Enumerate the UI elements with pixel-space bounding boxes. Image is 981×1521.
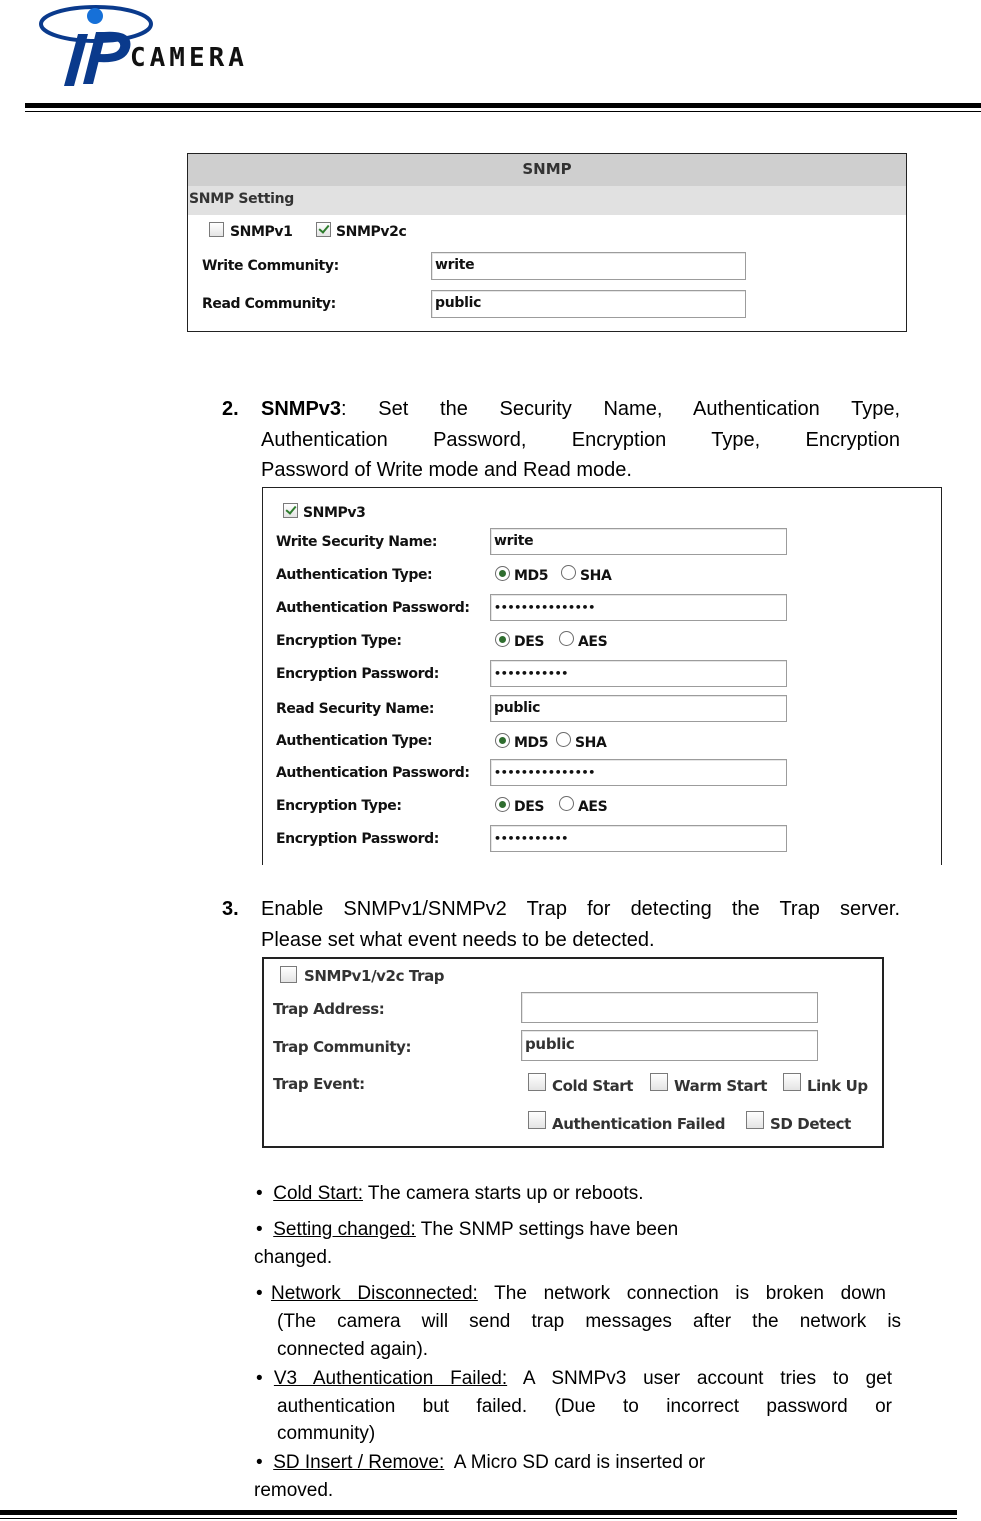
cold-start-checkbox[interactable] [528, 1073, 546, 1091]
write-auth-sha-label: SHA [580, 568, 612, 584]
trap-event-label: Trap Event: [273, 1075, 365, 1093]
bullet-v3-auth-failed: • V3 Authentication Failed: A SNMPv3 user account tries to get [256, 1368, 893, 1389]
read-security-name-label: Read Security Name: [276, 701, 435, 717]
sd-detect-checkbox[interactable] [746, 1111, 764, 1129]
auth-failed-label: Authentication Failed [552, 1115, 726, 1133]
cold-start-label: Cold Start [552, 1077, 634, 1095]
read-auth-md5-radio[interactable] [495, 733, 510, 748]
bullet-v3-line3: community) [277, 1423, 376, 1444]
bullet-network-disconnected: • Network Disconnected: The network connection is broken down [256, 1283, 886, 1304]
logo-text: CAMERA [130, 43, 248, 73]
snmpv3-panel [262, 487, 942, 865]
write-auth-password-input[interactable]: ••••••••••••••• [490, 594, 787, 621]
write-enc-type-label: Encryption Type: [276, 633, 402, 649]
snmpv1-label: SNMPv1 [230, 224, 293, 240]
read-auth-password-label: Authentication Password: [276, 765, 470, 781]
header-rule-thin [25, 111, 981, 112]
read-security-name-input[interactable]: public [490, 695, 787, 722]
write-security-name-label: Write Security Name: [276, 534, 438, 550]
footer-rule-thin [0, 1518, 957, 1519]
trap-address-input[interactable] [521, 992, 818, 1023]
read-auth-type-label: Authentication Type: [276, 733, 433, 749]
write-enc-aes-radio[interactable] [559, 631, 574, 646]
read-auth-sha-radio[interactable] [556, 732, 571, 747]
link-up-checkbox[interactable] [783, 1073, 801, 1091]
step3-line1: Enable SNMPv1/SNMPv2 Trap for detecting the Trap server. [261, 898, 900, 920]
write-enc-password-input[interactable]: ••••••••••• [490, 660, 787, 687]
step2-title: SNMPv3 [261, 398, 342, 420]
bullet-setting-changed-cont: changed. [254, 1247, 333, 1268]
snmpv3-label: SNMPv3 [303, 505, 366, 521]
write-enc-des-radio[interactable] [495, 632, 510, 647]
snmp-setting-header: SNMP Setting [188, 186, 906, 215]
cold-start-term: Cold Start: [273, 1183, 363, 1204]
snmpv1-checkbox[interactable] [209, 222, 224, 237]
write-enc-aes-label: AES [578, 634, 608, 650]
write-community-label: Write Community: [202, 258, 339, 274]
warm-start-label: Warm Start [674, 1077, 768, 1095]
trap-address-label: Trap Address: [273, 1000, 385, 1018]
write-enc-des-label: DES [514, 634, 545, 650]
warm-start-checkbox[interactable] [650, 1073, 668, 1091]
write-auth-sha-radio[interactable] [561, 565, 576, 580]
read-enc-aes-label: AES [578, 799, 608, 815]
read-auth-md5-label: MD5 [514, 735, 549, 751]
write-auth-md5-radio[interactable] [495, 566, 510, 581]
read-enc-password-input[interactable]: ••••••••••• [490, 825, 787, 852]
trap-community-input[interactable]: public [521, 1030, 818, 1061]
sd-detect-label: SD Detect [770, 1115, 851, 1133]
link-up-label: Link Up [807, 1077, 868, 1095]
footer-rule [0, 1510, 957, 1515]
write-auth-type-label: Authentication Type: [276, 567, 433, 583]
trap-label: SNMPv1/v2c Trap [304, 967, 445, 985]
step3-number: 3. [222, 898, 239, 920]
step2-line1-text: : Set the Security Name, Authentication Type, [341, 398, 900, 420]
step2-line2: Authentication Password, Encryption Type, Encryption [261, 429, 900, 451]
header-rule [25, 103, 981, 108]
read-enc-des-label: DES [514, 799, 545, 815]
read-auth-sha-label: SHA [575, 735, 607, 751]
step3-line2: Please set what event needs to be detected. [261, 929, 655, 951]
write-security-name-input[interactable]: write [490, 528, 787, 555]
snmpv2c-label: SNMPv2c [336, 224, 407, 240]
write-community-input[interactable]: write [431, 252, 746, 280]
write-enc-password-label: Encryption Password: [276, 666, 439, 682]
read-community-label: Read Community: [202, 296, 336, 312]
sd-insert-term: SD Insert / Remove: [273, 1452, 445, 1473]
ip-logo-icon [38, 2, 308, 92]
snmpv2c-checkbox[interactable] [316, 222, 331, 237]
bullet-network-line2: (The camera will send trap messages after the network is [277, 1311, 902, 1332]
step2-line1 [261, 394, 900, 425]
trap-panel [262, 957, 884, 1148]
snmp-panel [187, 153, 907, 332]
bullet-sd-insert-cont: removed. [254, 1480, 334, 1501]
read-enc-des-radio[interactable] [495, 797, 510, 812]
bullet-v3-line2: authentication but failed. (Due to incorrect password or [277, 1396, 892, 1417]
bullet-setting-changed: • Setting changed: The SNMP settings have been [256, 1219, 679, 1240]
trap-checkbox[interactable] [280, 966, 297, 983]
step2-line3: Password of Write mode and Read mode. [261, 459, 632, 481]
read-enc-aes-radio[interactable] [559, 796, 574, 811]
bullet-network-line3: connected again). [277, 1339, 429, 1360]
read-community-input[interactable]: public [431, 290, 746, 318]
snmpv3-checkbox[interactable] [283, 503, 298, 518]
auth-failed-checkbox[interactable] [528, 1111, 546, 1129]
write-auth-md5-label: MD5 [514, 568, 549, 584]
setting-changed-term: Setting changed: [273, 1219, 416, 1240]
read-auth-password-input[interactable]: ••••••••••••••• [490, 759, 787, 786]
v3-auth-failed-term: V3 Authentication Failed: [273, 1368, 508, 1389]
write-auth-password-label: Authentication Password: [276, 600, 470, 616]
bullet-cold-start: • Cold Start: The camera starts up or reboots. [256, 1183, 644, 1204]
read-enc-password-label: Encryption Password: [276, 831, 439, 847]
snmp-panel-title: SNMP [188, 154, 906, 186]
step2-number: 2. [222, 398, 239, 420]
trap-community-label: Trap Community: [273, 1038, 412, 1056]
bullet-sd-insert: • SD Insert / Remove: A Micro SD card is inserted or [256, 1452, 706, 1473]
network-disconnected-term: Network Disconnected: [271, 1283, 478, 1304]
read-enc-type-label: Encryption Type: [276, 798, 402, 814]
